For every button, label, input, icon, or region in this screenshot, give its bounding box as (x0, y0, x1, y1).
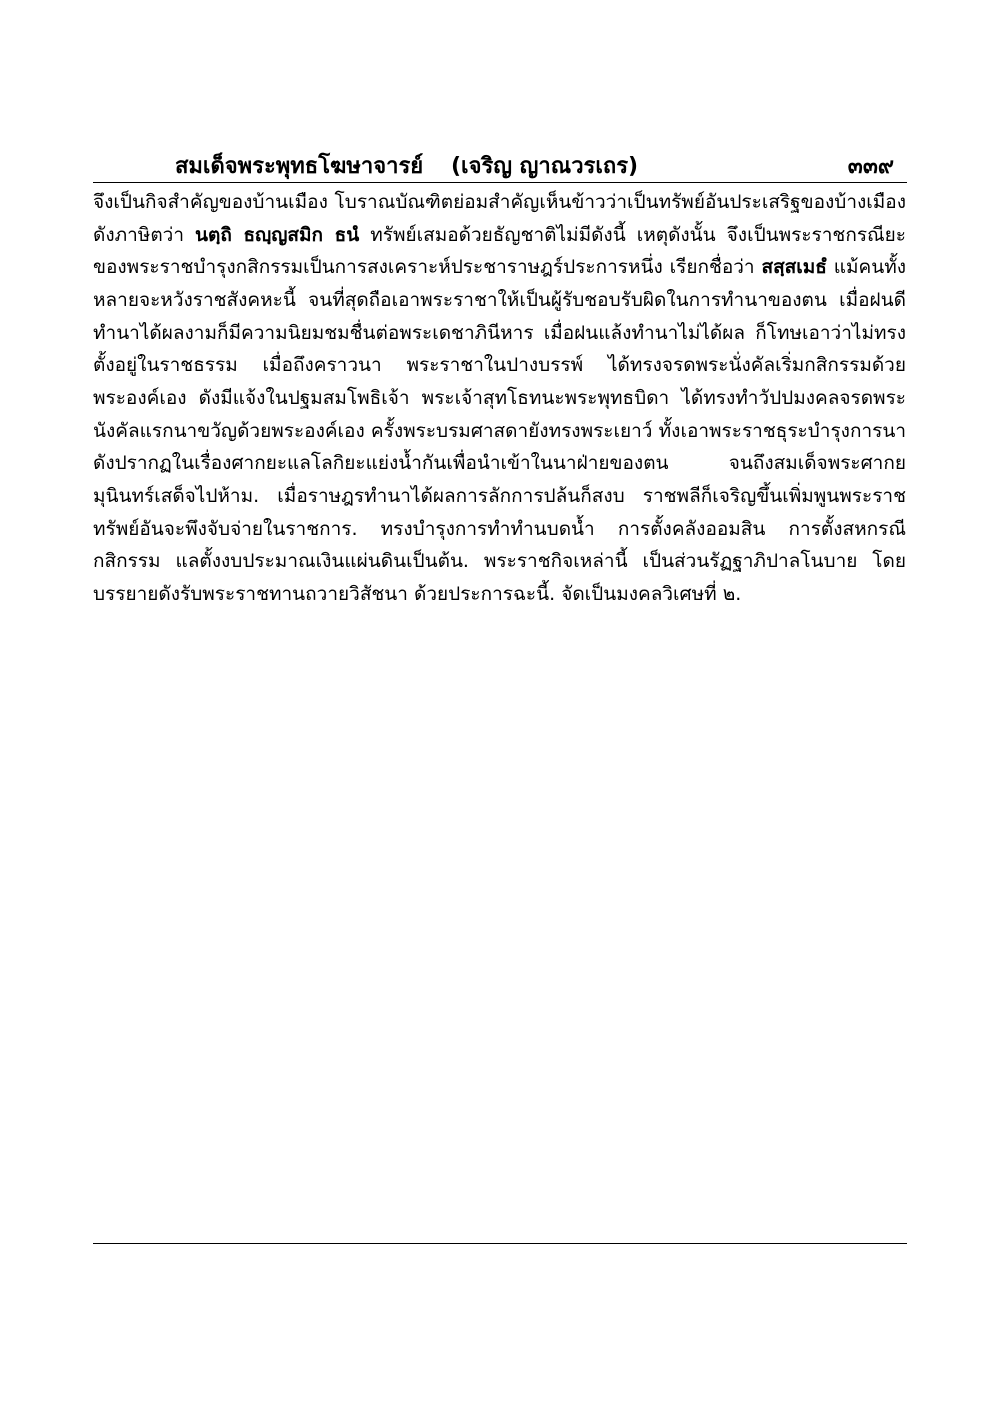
page-number: ๓๓๙ (847, 154, 894, 179)
running-header (93, 146, 906, 180)
header-monk-name: (เจริญ ญาณวรเถร) (451, 154, 639, 179)
body-text (93, 186, 906, 611)
text-segment: ทรัพย์เสมอด้วยธัญชาติไม่มีดังนี้ เหตุดังนั้น จึงเป็นพระราชกรณียะของพระราชบำรุงกสิกรรมเป็นการสงเคราะห์ประชาราษฎร์ประการหนึ่ง เรียกชื่อว่า (93, 223, 906, 279)
pali-term: สสฺสเมธํ (761, 256, 827, 279)
text-segment: แม้คนทั้งหลายจะหวังราชสังคหะนี้ จนที่สุดถือเอาพระราชาให้เป็นผู้รับชอบรับผิดในการทำนาของตน เมื่อฝนดีทำนาได้ผลงามก็มีความนิยมชมชื่นต่อพระเดชาภินีหาร เมื่อฝนแล้งทำนาไม่ได้ผล ก็โทษเอาว่าไม่ทรงตั้งอยู่ในราชธรรม เมื่อถึงคราวนา พระราชาในปางบรรพ์ ได้ทรงจรดพระนั่งคัลเริ่มกสิกรรมด้วยพระองค์เอง ดังมีแจ้งในปฐมสมโพธิเจ้า พระเจ้าสุทโธทนะพระพุทธบิดา ได้ทรงทำวัปปมงคลจรดพระนังคัลแรกนาขวัญด้วยพระองค์เอง ครั้งพระบรมศาสดายังทรงพระเยาว์ ทั้งเอาพระราชธุระบำรุงการนา ดังปรากฏในเรื่องศากยะแลโลกิยะแย่งน้ำกันเพื่อนำเข้าในนาฝ่ายของตน จนถึงสมเด็จพระศากยมุนินทร์เสด็จไปห้าม. เมื่อราษฎรทำนาได้ผลการลักการปล้นก็สงบ ราชพลีก็เจริญขึ้นเพิ่มพูนพระราชทรัพย์อันจะพึงจับจ่ายในราชการ. ทรงบำรุงการทำทำนบดน้ำ การตั้งคลังออมสิน การตั้งสหกรณีกสิกรรม แลตั้งงบประมาณเงินแผ่นดินเป็นต้น. พระราชกิจเหล่านี้ เป็นส่วนรัฏฐาภิปาลโนบาย โดยบรรยายดังรับพระราชทานถวายวิสัชนา ด้วยประการฉะนี้. จัดเป็นมงคลวิเศษที่ ๒. (93, 256, 907, 606)
paragraph (93, 186, 906, 611)
header-divider (93, 182, 907, 183)
pali-term: นตฺถิ ธญฺญสมิก ธนํ (195, 223, 360, 246)
header-author: สมเด็จพระพุทธโฆษาจารย์ (175, 154, 424, 179)
text-segment: จึงเป็นกิจสำคัญของบ้านเมือง โบราณบัณฑิตย่อมสำคัญเห็นข้าวว่าเป็นทรัพย์อันประเสริฐของบ้างเมือง ดังภาษิตว่า (93, 191, 906, 246)
footer-divider (93, 1243, 907, 1244)
